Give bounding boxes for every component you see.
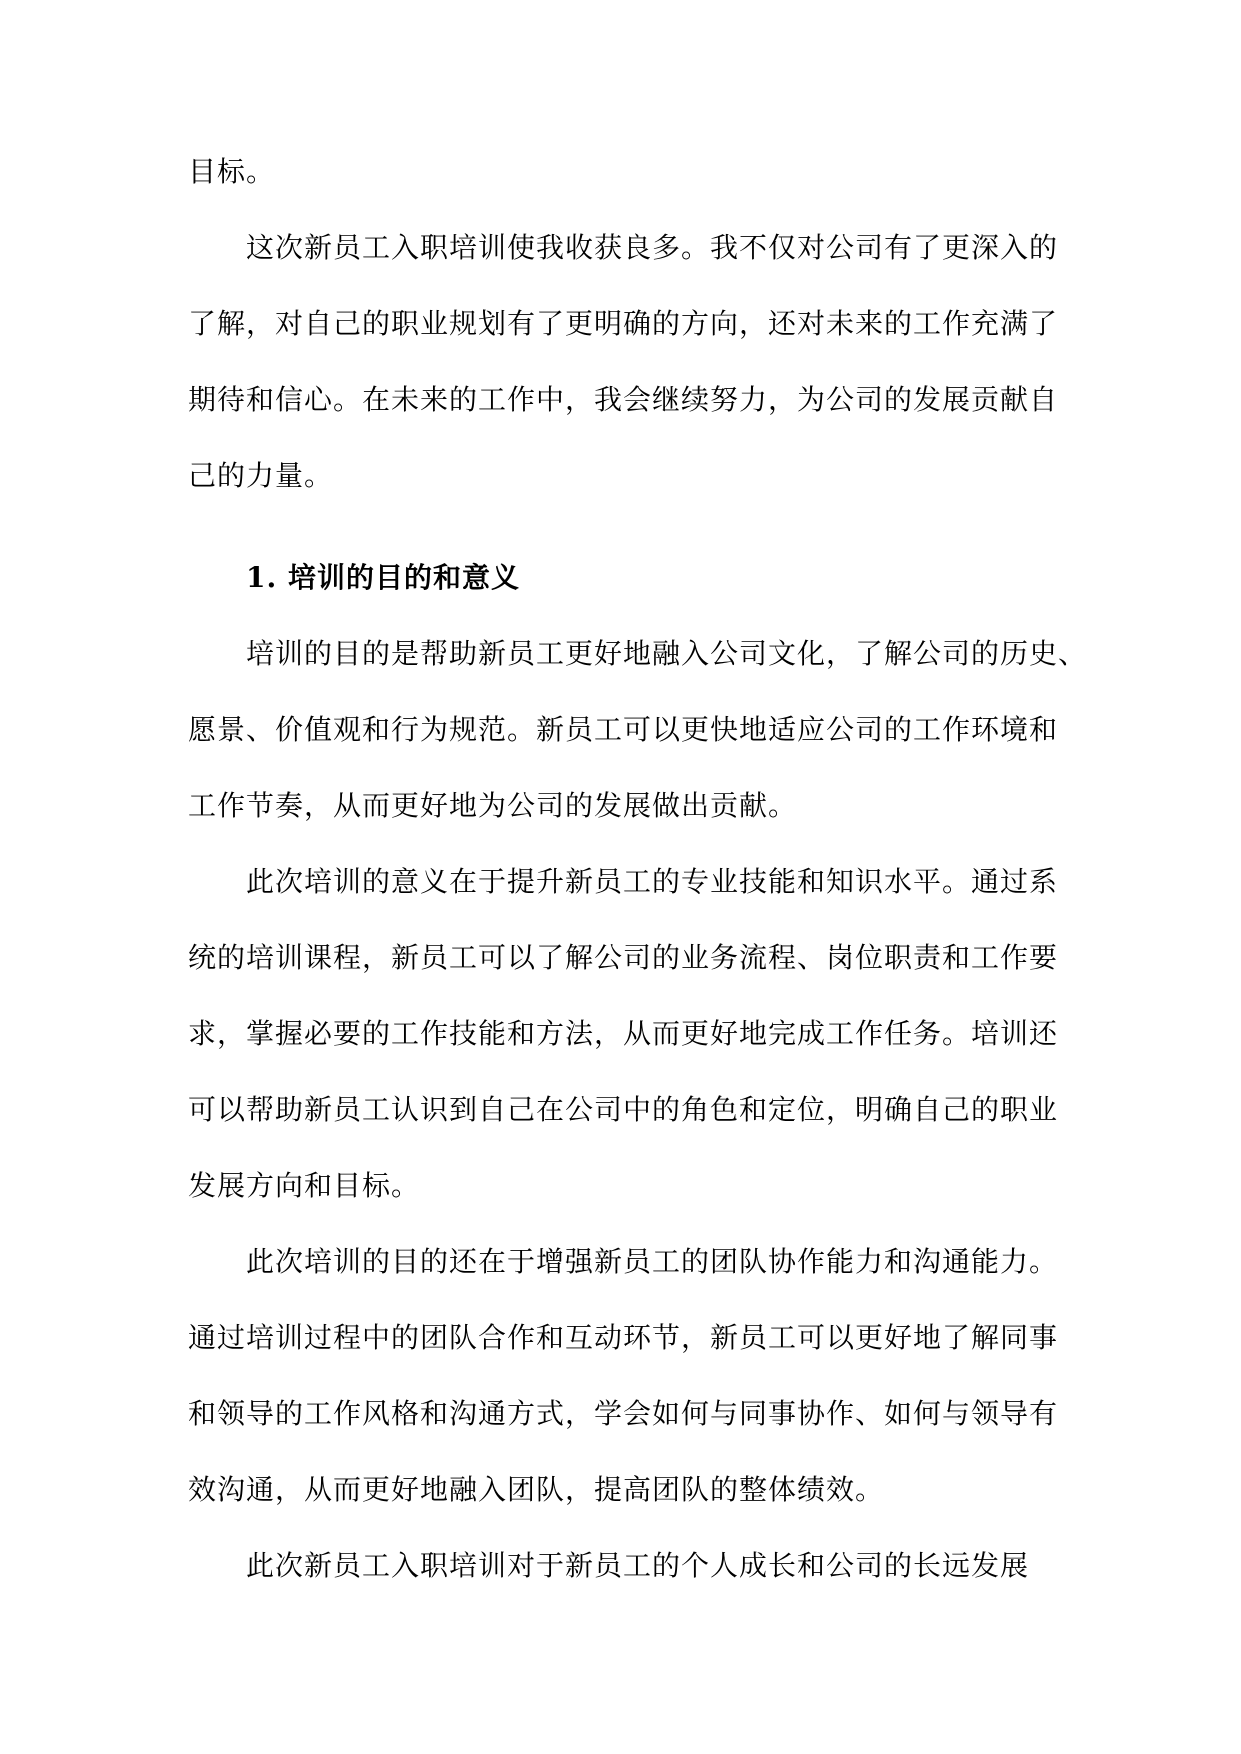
text-line: 了解，对自己的职业规划有了更明确的方向，还对未来的工作充满了 <box>188 307 1059 340</box>
paragraph-first-line: 此次培训的目的还在于增强新员工的团队协作能力和沟通能力。 <box>246 1245 1059 1278</box>
text-line: 可以帮助新员工认识到自己在公司中的角色和定位，明确自己的职业 <box>188 1093 1059 1126</box>
paragraph-first-line: 此次培训的意义在于提升新员工的专业技能和知识水平。通过系 <box>246 865 1059 898</box>
text-line: 期待和信心。在未来的工作中，我会继续努力，为公司的发展贡献自 <box>188 383 1059 416</box>
paragraph-first-line: 这次新员工入职培训使我收获良多。我不仅对公司有了更深入的 <box>246 231 1059 264</box>
text-line: 己的力量。 <box>188 459 334 492</box>
text-line: 愿景、价值观和行为规范。新员工可以更快地适应公司的工作环境和 <box>188 713 1059 746</box>
text-line: 发展方向和目标。 <box>188 1169 421 1202</box>
paragraph-first-line: 此次新员工入职培训对于新员工的个人成长和公司的长远发展 <box>246 1549 1030 1582</box>
text-line: 工作节奏，从而更好地为公司的发展做出贡献。 <box>188 789 798 822</box>
paragraph-first-line: 培训的目的是帮助新员工更好地融入公司文化，了解公司的历史、 <box>246 637 1088 670</box>
text-line: 和领导的工作风格和沟通方式，学会如何与同事协作、如何与领导有 <box>188 1397 1059 1430</box>
section-heading: 1. 培训的目的和意义 <box>246 561 520 594</box>
text-line: 统的培训课程，新员工可以了解公司的业务流程、岗位职责和工作要 <box>188 941 1059 974</box>
text-line: 目标。 <box>188 155 276 188</box>
text-line: 通过培训过程中的团队合作和互动环节，新员工可以更好地了解同事 <box>188 1321 1059 1354</box>
text-line: 求，掌握必要的工作技能和方法，从而更好地完成工作任务。培训还 <box>188 1017 1059 1050</box>
text-line: 效沟通，从而更好地融入团队，提高团队的整体绩效。 <box>188 1473 885 1506</box>
